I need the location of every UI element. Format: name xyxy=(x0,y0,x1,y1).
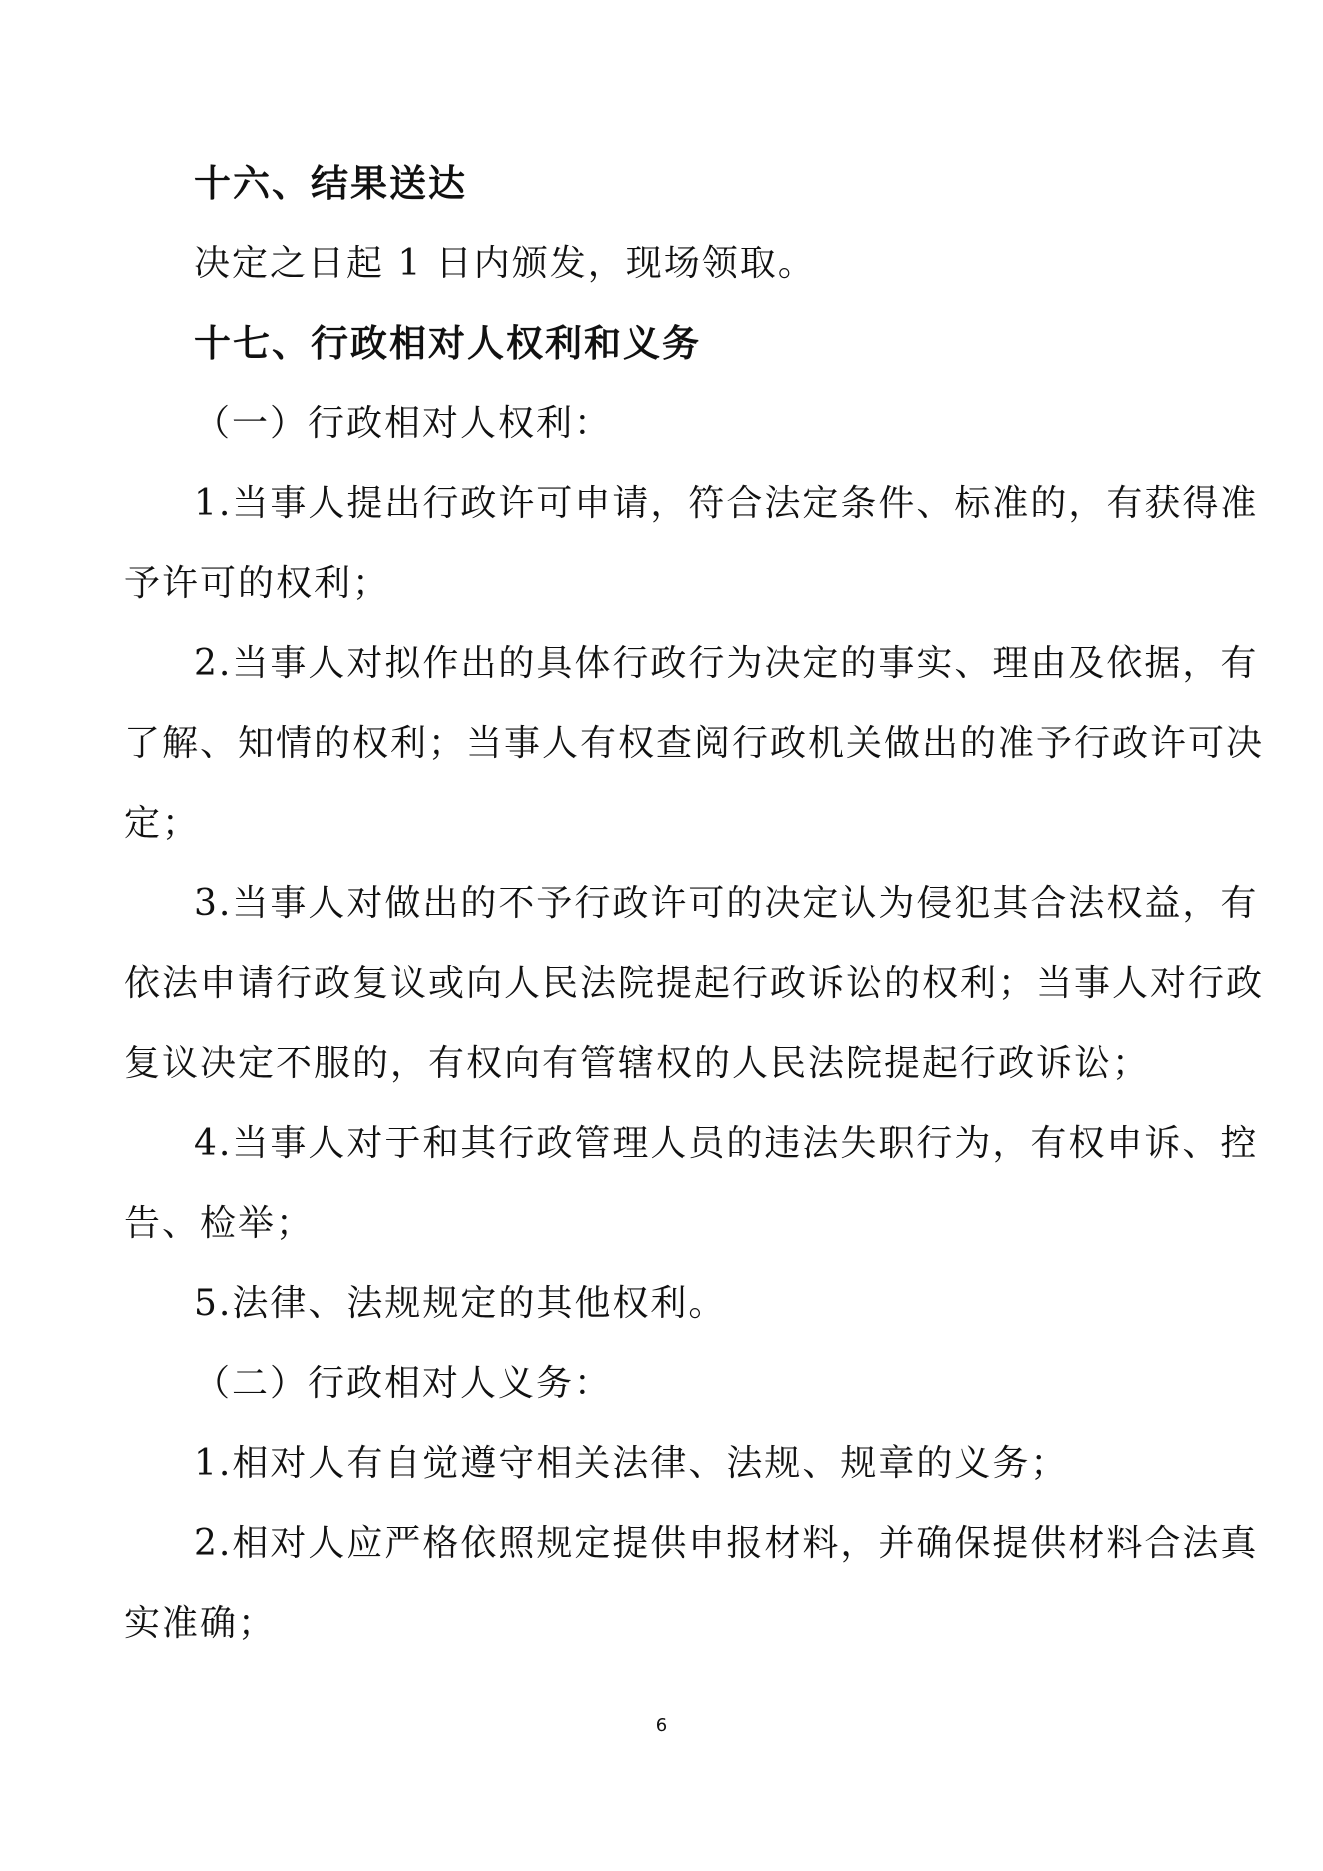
right-3-line: 3.当事人对做出的不予行政许可的决定认为侵犯其合法权益，有 xyxy=(194,883,1259,924)
page-number: 6 xyxy=(655,1715,668,1736)
obligation-2-line: 2.相对人应严格依照规定提供申报材料，并确保提供材料合法真 xyxy=(194,1523,1259,1564)
right-2-line: 了解、知情的权利；当事人有权查阅行政机关做出的准予行政许可决 xyxy=(124,723,1265,764)
obligation-2-line: 实准确； xyxy=(124,1603,277,1644)
right-3-line: 复议决定不服的，有权向有管辖权的人民法院提起行政诉讼； xyxy=(124,1043,1151,1084)
right-1-line: 1.当事人提出行政许可申请，符合法定条件、标准的，有获得准 xyxy=(194,483,1259,524)
paragraph-result-delivery: 决定之日起 1 日内颁发，现场领取。 xyxy=(194,243,816,284)
right-1-line: 予许可的权利； xyxy=(124,563,391,604)
right-5-line: 5.法律、法规规定的其他权利。 xyxy=(194,1283,727,1324)
right-4-line: 4.当事人对于和其行政管理人员的违法失职行为，有权申诉、控 xyxy=(194,1123,1259,1164)
section-heading-result-delivery: 十六、结果送达 xyxy=(194,162,467,205)
right-3-line: 依法申请行政复议或向人民法院提起行政诉讼的权利；当事人对行政 xyxy=(124,963,1265,1004)
subheading-obligations: （二）行政相对人义务： xyxy=(194,1363,613,1404)
subheading-rights: （一）行政相对人权利： xyxy=(194,403,613,444)
section-heading-rights-obligations: 十七、行政相对人权利和义务 xyxy=(194,322,701,365)
right-4-line: 告、检举； xyxy=(124,1203,315,1244)
right-2-line: 2.当事人对拟作出的具体行政行为决定的事实、理由及依据，有 xyxy=(194,643,1259,684)
obligation-1-line: 1.相对人有自觉遵守相关法律、法规、规章的义务； xyxy=(194,1443,1069,1484)
right-2-line: 定； xyxy=(124,803,201,844)
